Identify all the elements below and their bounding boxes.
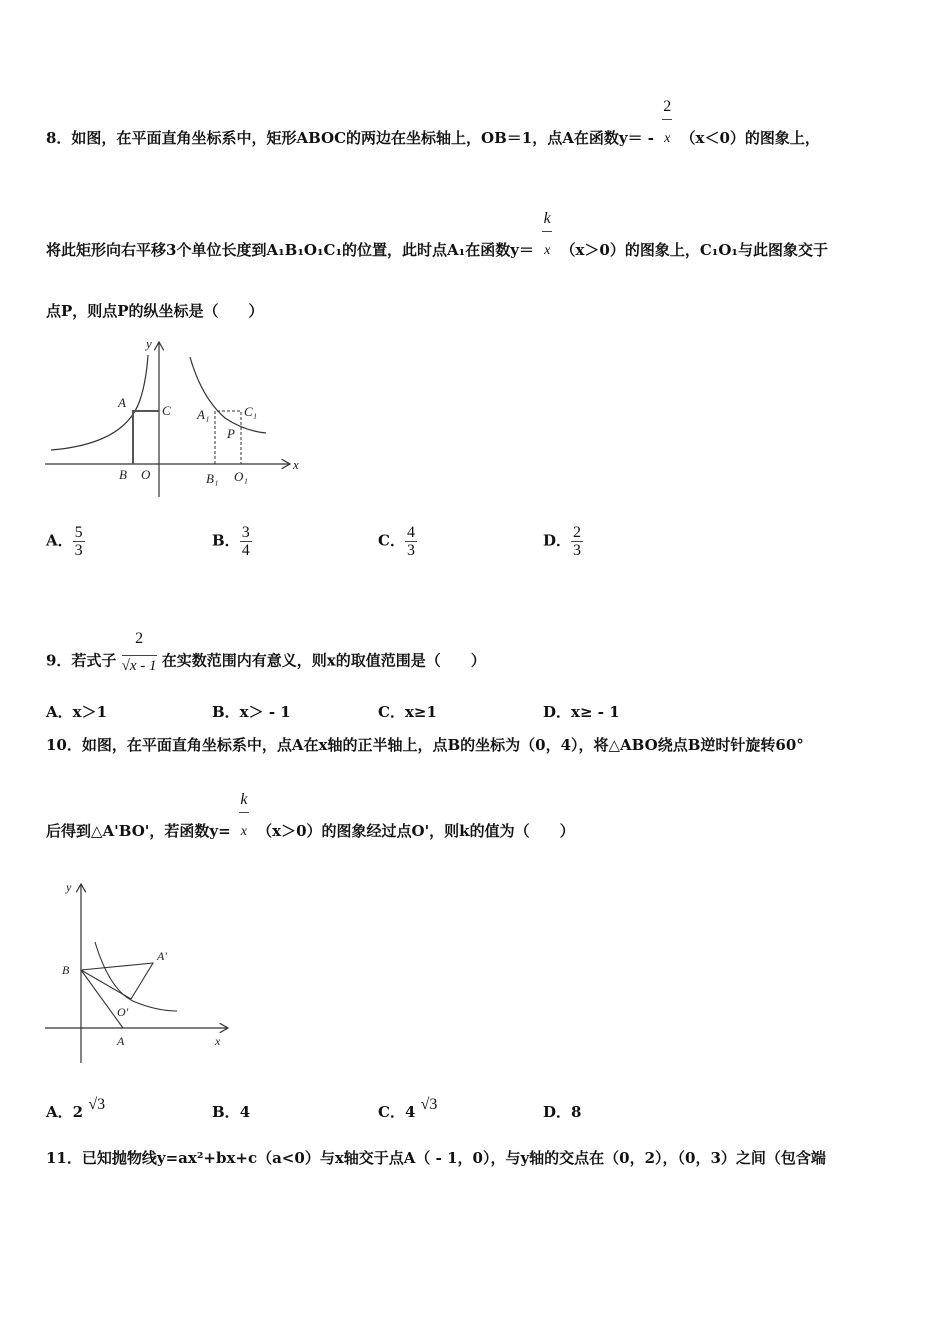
q9-option-d[interactable]: D．x≥ - 1: [543, 703, 620, 721]
label-O-prime: O': [117, 1005, 129, 1019]
denominator: √x - 1: [122, 655, 157, 676]
fraction: [236, 791, 252, 842]
q8-text: （x＜0）的图象上，: [680, 129, 820, 147]
option-fraction: $\frac{3}{4}$: [241, 524, 250, 559]
q8-option-c[interactable]: [378, 524, 417, 559]
denominator: x: [664, 131, 671, 146]
rectangle-abOC: [133, 411, 159, 464]
q9-option-a[interactable]: A．x＞1: [46, 703, 108, 721]
q8-line-3: 点P，则点P的纵坐标是（ ）: [46, 302, 264, 320]
q8-text: 将此矩形向右平移3个单位长度到A₁B₁O₁C₁的位置，此时点A₁在函数y＝: [46, 241, 534, 259]
label-y: y: [66, 880, 72, 894]
option-label: C．: [378, 531, 405, 550]
label-B1: B₁: [206, 471, 219, 486]
option-value: 4: [239, 1103, 251, 1121]
option-label: B．: [212, 1103, 240, 1121]
q8-option-a[interactable]: [46, 524, 85, 559]
label-A-prime: A': [157, 949, 167, 963]
q10-line-2: [46, 791, 575, 842]
numerator: k: [240, 791, 248, 808]
option-radical: √3: [88, 1096, 106, 1113]
q8-text: （x＞0）的图象上，C₁O₁与此图象交于: [560, 241, 828, 259]
label-x: x: [293, 457, 299, 472]
q10-option-b[interactable]: [212, 1101, 250, 1122]
fraction: [121, 630, 157, 676]
denominator: x: [240, 824, 248, 839]
label-P: P: [227, 426, 235, 441]
option-label: D．: [543, 531, 572, 550]
label-C1: C₁: [244, 404, 258, 419]
label-C: C: [162, 403, 171, 418]
denominator: x: [544, 243, 551, 258]
label-O: O: [141, 467, 151, 482]
numerator: k: [543, 210, 551, 227]
q9-line: [46, 630, 486, 682]
option-value: 4: [404, 1103, 416, 1121]
q8-text: 8．如图，在平面直角坐标系中，矩形ABOC的两边在坐标轴上，OB＝1，点A在函数y＝ -: [46, 129, 655, 147]
option-fraction: $\frac{5}{3}$: [74, 524, 83, 559]
option-radical: √3: [420, 1096, 438, 1113]
q10-text: 后得到△A'BO'，若函数y=: [46, 822, 231, 840]
label-B: B: [62, 963, 70, 977]
option-label: B．: [212, 531, 240, 550]
option-label: C．: [378, 1103, 405, 1121]
option-fraction: $\frac{4}{3}$: [406, 524, 415, 559]
q9-option-b[interactable]: B．x＞ - 1: [212, 703, 291, 721]
q8-option-b[interactable]: [212, 524, 252, 559]
q11-line-1: 11．已知抛物线y=ax²+bx+c（a<0）与x轴交于点A（ - 1，0），与y轴的交点在（0，2），（0，3）之间（包含端: [46, 1149, 826, 1167]
q10-line-1: 10．如图，在平面直角坐标系中，点A在x轴的正半轴上，点B的坐标为（0，4），将△ABO绕点B逆时针旋转60°: [46, 736, 804, 754]
label-y: y: [146, 336, 152, 351]
label-O1: O₁: [234, 469, 248, 484]
option-label: A．: [46, 1103, 73, 1121]
numerator: 2: [135, 630, 144, 647]
q8-option-d[interactable]: [543, 524, 583, 559]
q8-figure: [45, 336, 299, 497]
triangle-A'BO': [81, 963, 153, 999]
option-fraction: $\frac{2}{3}$: [573, 524, 582, 559]
label-A1: A₁: [197, 407, 210, 422]
segment-BA: [81, 970, 123, 1028]
q10-text: （x＞0）的图象经过点O'，则k的值为（ ）: [257, 822, 575, 840]
label-A: A: [118, 395, 126, 410]
q9-text: 9．若式子: [46, 651, 117, 670]
numerator: 2: [663, 98, 672, 115]
option-value: 8: [571, 1103, 582, 1121]
label-A: A: [117, 1034, 125, 1048]
q9-text: 在实数范围内有意义，则x的取值范围是（ ）: [161, 651, 486, 670]
option-label: A．: [46, 531, 73, 550]
q10-option-d[interactable]: [543, 1101, 581, 1122]
q9-option-c[interactable]: C．x≥1: [378, 703, 437, 721]
q10-figure: [45, 880, 228, 1063]
option-value: 2: [72, 1103, 84, 1121]
option-label: D．: [543, 1103, 572, 1121]
q10-option-c[interactable]: [378, 1096, 438, 1122]
label-B: B: [119, 467, 127, 482]
q10-option-a[interactable]: [46, 1096, 106, 1122]
label-x: x: [215, 1034, 221, 1048]
